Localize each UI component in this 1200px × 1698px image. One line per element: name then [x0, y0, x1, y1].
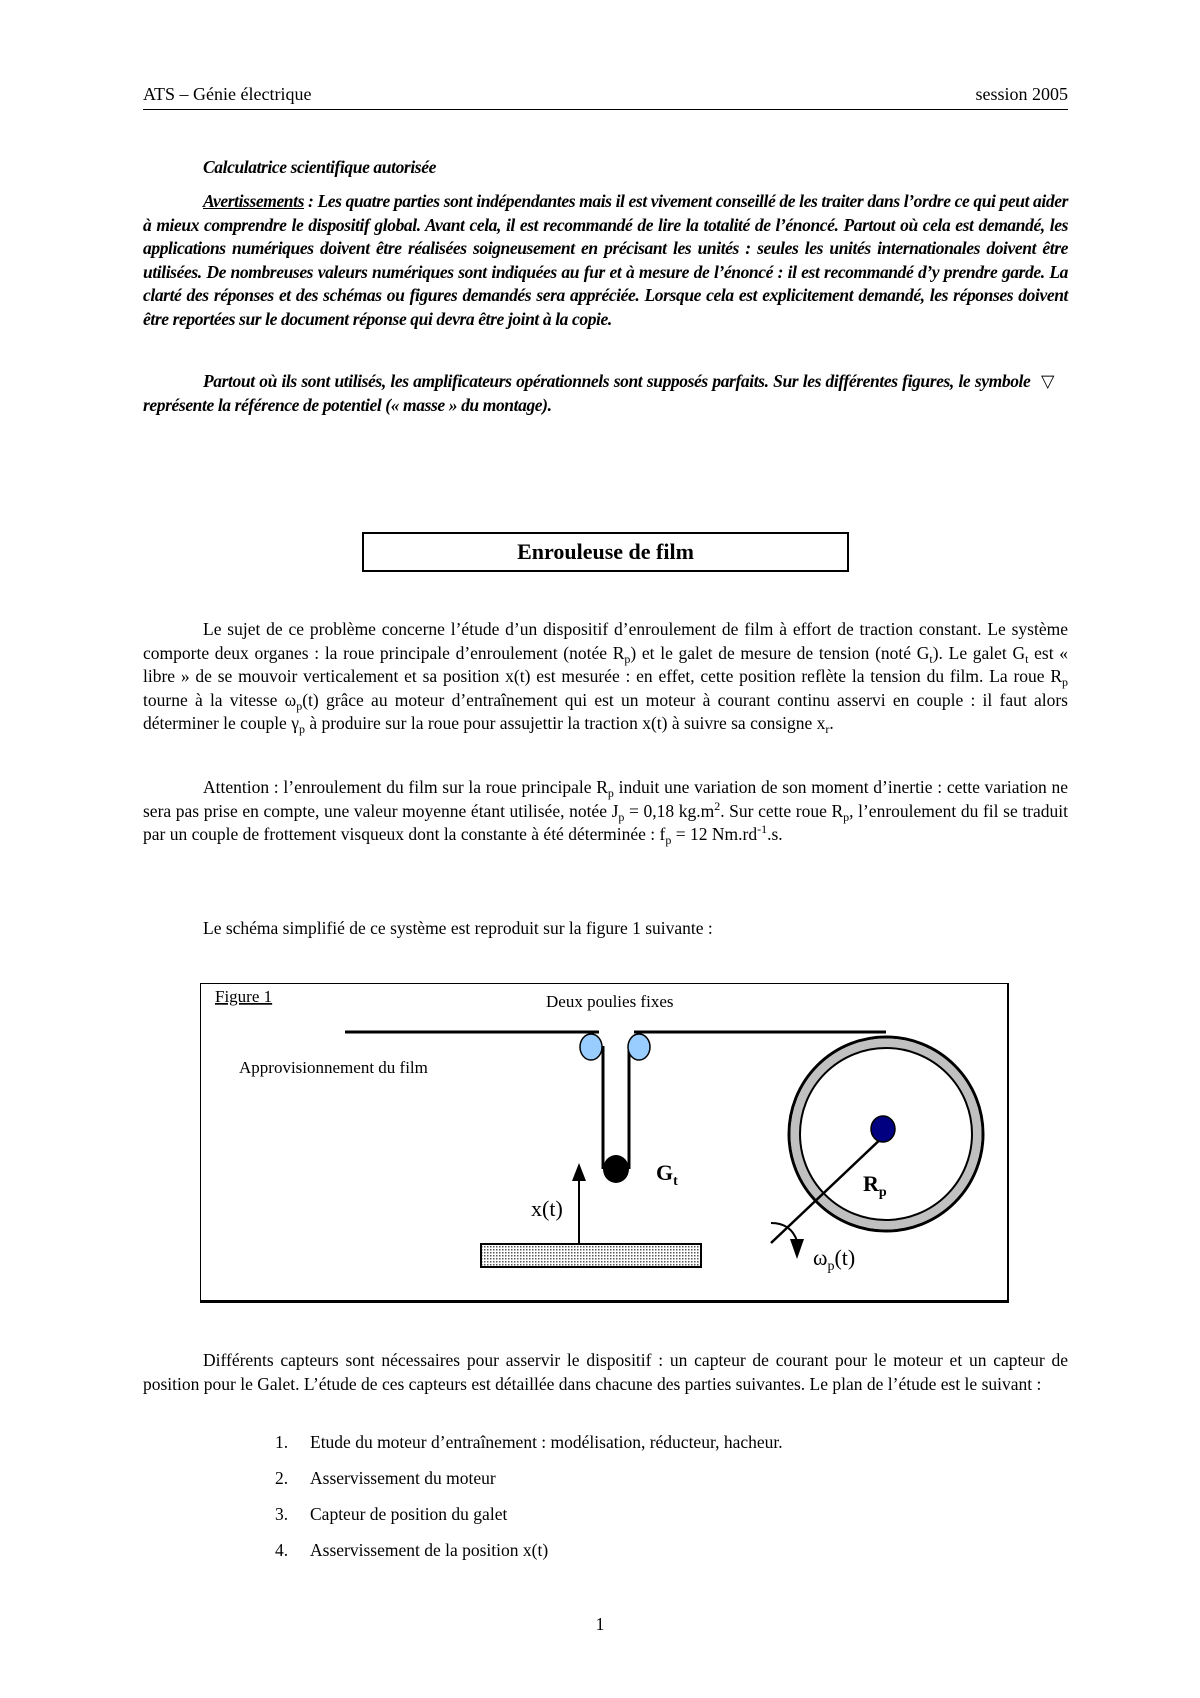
- ground-symbol-icon: ▽: [1040, 371, 1054, 391]
- warning-text: : Les quatre parties sont indépendantes mais il est vivement conseillé de les traiter dans l’ordre ce qui peut aider à mieux comprendre le dispositif global. Avant cela, il est recommandé de lire la totalité de l’énoncé. Partout où cela est demandé, les applications numériques doivent être réalisées soigneusement en précisant les unités : seules les unités internationales doivent être utilisées. De nombreuses valeurs numériques sont indiquées au fur et à mesure de l’énoncé : il est recommandé d’y prendre garde. La clarté des réponses et des schémas ou figures demandés sera appréciée. Lorsque cela est explicitement demandé, les réponses doivent être reportées sur le document réponse qui devra être joint à la copie.: [143, 191, 1068, 329]
- tension-roller-icon: [603, 1155, 629, 1183]
- figure-label: Figure 1: [215, 987, 273, 1006]
- ampli-text-a: Partout où ils sont utilisés, les amplificateurs opérationnels sont supposés parfaits. Sur les différentes figures, le symbole: [203, 371, 1035, 391]
- header-left: ATS – Génie électrique: [143, 84, 312, 104]
- paragraph-subject: Le sujet de ce problème concerne l’étude d’un dispositif d’enroulement de film à effort de traction constant. Le système comporte deux organes : la roue principale d’enroulement (notée $R_p$) et le galet de mesure de tension (noté $G_t$). Le galet $G_t$ est « libre » de se mouvoir verticalement et sa position x(t) est mesurée : en effet, cette position reflète la tension du film. La roue $R_p$ tourne à la vitesse $\omega_p(t)$ grâce au moteur d’entraînement qui est un moteur à courant continu asservi en couple : il faut alors déterminer le couple $\gamma_p$ à produire sur la roue pour assujettir la traction x(t) à suivre sa consigne $x_r$.: [143, 619, 1069, 736]
- position-label: x(t): [531, 1196, 563, 1221]
- page-header: [143, 84, 1068, 110]
- rotation-arrow-head-icon: [790, 1239, 804, 1259]
- pulley-right-icon: [628, 1034, 650, 1060]
- list-item: 2. Asservissement du moteur: [275, 1468, 496, 1488]
- ampli-text-b: représente la référence de potentiel (« masse » du montage).: [143, 394, 552, 415]
- page-number: 1: [595, 1614, 605, 1634]
- paragraph-sensors: Différents capteurs sont nécessaires pour asservir le dispositif : un capteur de courant pour le moteur et un capteur de position pour le Galet. L’étude de ces capteurs est détaillée dans chacune des parties suivantes. Le plan de l’étude est le suivant :: [143, 1350, 1068, 1394]
- wheel-label: $R_p$: [863, 1171, 887, 1200]
- list-item: 3. Capteur de position du galet: [275, 1504, 508, 1524]
- base-support: [481, 1244, 701, 1267]
- header-right: session 2005: [975, 84, 1068, 104]
- list-item: 1. Etude du moteur d’entraînement : modélisation, réducteur, hacheur.: [275, 1432, 783, 1452]
- warning-paragraph: [143, 190, 1068, 331]
- pulley-left-icon: [580, 1034, 602, 1060]
- paragraph-attention: Attention : l’enroulement du film sur la roue principale $R_p$ induit une variation de son moment d’inertie : cette variation ne sera pas prise en compte, une valeur moyenne étant utilisée, notée $J_p = 0,18$ $kg.m^2$. Sur cette roue $R_p$, l’enroulement du fil se traduit par un couple de frottement visqueux dont la constante à été déterminée : $f_p = 12$ $Nm.rd^{-1}.s$.: [143, 777, 1069, 847]
- pulleys-label: Deux poulies fixes: [546, 992, 674, 1011]
- wheel-hub-icon: [871, 1116, 895, 1142]
- section-title: Enrouleuse de film: [362, 532, 849, 572]
- warning-label: Avertissements: [203, 191, 305, 211]
- paragraph-figure-intro: Le schéma simplifié de ce système est reproduit sur la figure 1 suivante :: [203, 918, 713, 938]
- figure-diagram: [201, 984, 1007, 1300]
- calculator-note: Calculatrice scientifique autorisée: [203, 157, 436, 177]
- figure-1: [200, 983, 1009, 1303]
- list-item: 4. Asservissement de la position x(t): [275, 1540, 549, 1560]
- ampli-paragraph: [143, 370, 1068, 417]
- supply-label: Approvisionnement du film: [239, 1058, 428, 1077]
- arrow-head-icon: [572, 1163, 586, 1181]
- speed-label: $\omega_p(t)$: [813, 1245, 856, 1274]
- galet-label: $G_t$: [656, 1160, 678, 1189]
